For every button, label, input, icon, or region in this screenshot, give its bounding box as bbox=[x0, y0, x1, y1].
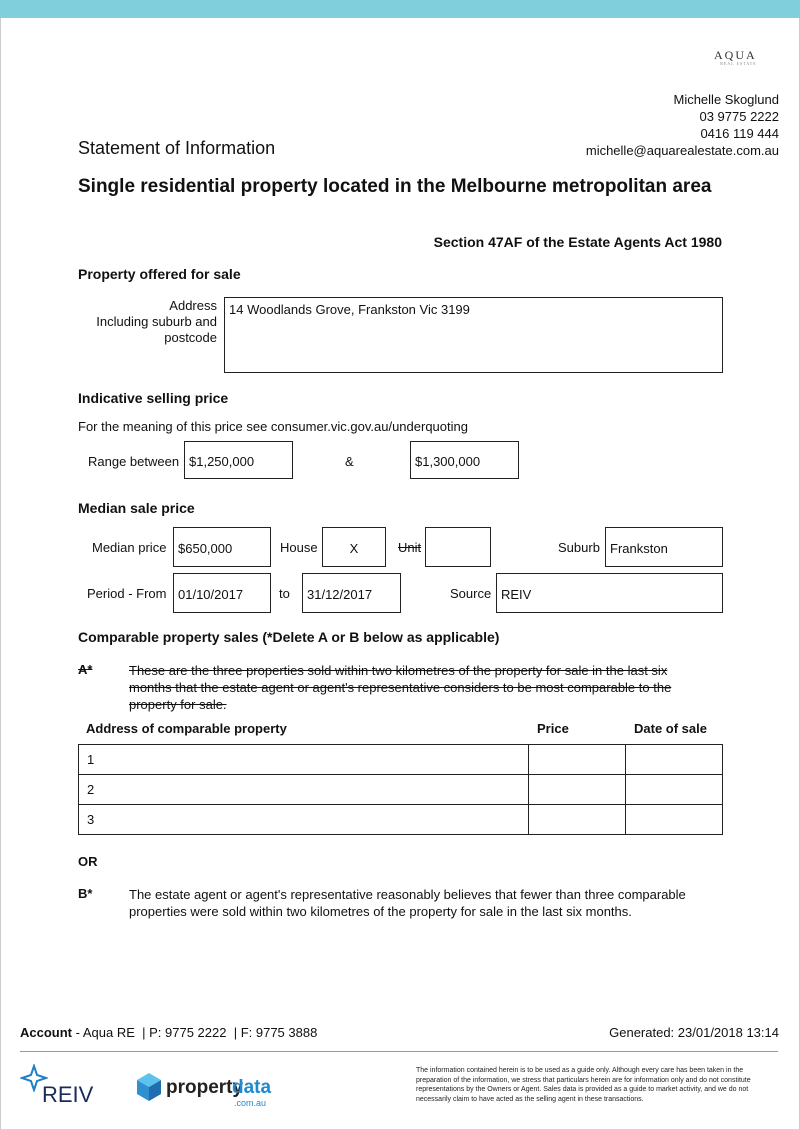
indicative-heading: Indicative selling price bbox=[78, 390, 229, 406]
address-label bbox=[96, 298, 217, 346]
median-price-label: Median price bbox=[92, 540, 167, 555]
aqua-logo-text: AQUA bbox=[714, 48, 757, 62]
table-row bbox=[79, 775, 723, 805]
range-ampersand: & bbox=[345, 454, 354, 469]
col-address-header: Address of comparable property bbox=[86, 721, 287, 736]
address-field[interactable]: 14 Woodlands Grove, Frankston Vic 3199 bbox=[224, 297, 723, 373]
source-field[interactable]: REIV bbox=[496, 573, 723, 613]
agent-contact bbox=[586, 91, 779, 159]
propertydata-text-1: property bbox=[166, 1077, 244, 1098]
comp-address-cell[interactable]: 1 bbox=[79, 745, 529, 775]
range-high-field[interactable]: $1,300,000 bbox=[410, 441, 519, 479]
account-label: Account bbox=[20, 1025, 72, 1040]
comparable-table bbox=[78, 744, 723, 835]
or-label: OR bbox=[78, 854, 98, 869]
period-label: Period - From bbox=[87, 586, 167, 601]
comp-date-cell[interactable] bbox=[626, 805, 723, 835]
agent-phone-1: 03 9775 2222 bbox=[699, 109, 779, 124]
footer-fax: | F: 9775 3888 bbox=[233, 1025, 318, 1040]
house-field[interactable]: X bbox=[322, 527, 386, 567]
comp-price-cell[interactable] bbox=[529, 745, 626, 775]
range-low-field[interactable]: $1,250,000 bbox=[184, 441, 293, 479]
footer-account bbox=[20, 1025, 317, 1040]
aqua-logo-sub: REAL ESTATE bbox=[720, 61, 757, 66]
aqua-logo bbox=[714, 48, 757, 66]
col-date-header: Date of sale bbox=[634, 721, 707, 736]
option-a-label: A* bbox=[78, 662, 93, 677]
median-price-field[interactable]: $650,000 bbox=[173, 527, 271, 567]
table-row bbox=[79, 745, 723, 775]
suburb-label: Suburb bbox=[558, 540, 600, 555]
source-label: Source bbox=[450, 586, 492, 601]
account-value: - Aqua RE bbox=[75, 1025, 135, 1040]
address-label-line3: postcode bbox=[164, 330, 217, 345]
suburb-field[interactable]: Frankston bbox=[605, 527, 723, 567]
propertydata-text-3: .com.au bbox=[234, 1098, 267, 1108]
propertydata-cube-icon bbox=[136, 1072, 162, 1102]
comp-address-cell[interactable]: 2 bbox=[79, 775, 529, 805]
reiv-text: REIV bbox=[42, 1082, 94, 1107]
table-row bbox=[79, 805, 723, 835]
comp-date-cell[interactable] bbox=[626, 775, 723, 805]
comp-price-cell[interactable] bbox=[529, 805, 626, 835]
propertydata-text-2: data bbox=[232, 1077, 272, 1098]
col-price-header: Price bbox=[537, 721, 569, 736]
comp-address-cell[interactable]: 3 bbox=[79, 805, 529, 835]
agent-phone-2: 0416 119 444 bbox=[700, 126, 779, 141]
house-label: House bbox=[280, 540, 318, 555]
property-heading: Property offered for sale bbox=[78, 266, 241, 282]
period-to-field[interactable]: 31/12/2017 bbox=[302, 573, 401, 613]
period-from-field[interactable]: 01/10/2017 bbox=[173, 573, 271, 613]
reiv-logo bbox=[20, 1064, 100, 1108]
agent-name: Michelle Skoglund bbox=[673, 92, 779, 107]
unit-field[interactable] bbox=[425, 527, 491, 567]
act-reference: Section 47AF of the Estate Agents Act 1980 bbox=[433, 234, 722, 250]
generated-timestamp: Generated: 23/01/2018 13:14 bbox=[609, 1025, 779, 1040]
option-a-text: These are the three properties sold within two kilometres of the property for sale in the last six months that the estate agent or agent's representative considers to be most comparable to the property for sale. bbox=[129, 663, 672, 712]
comp-date-cell[interactable] bbox=[626, 745, 723, 775]
period-to-label: to bbox=[279, 586, 290, 601]
footer-disclaimer: The information contained herein is to be used as a guide only. Although every care has been taken in the preparation of the information, we stress that particulars herein are for information only and do not constitute representations by the Owners or Agent. Sales data is provided as a guide to market activity, and we do not necessarily claim to have acted as the selling agent in these transactions. bbox=[416, 1067, 751, 1103]
comp-price-cell[interactable] bbox=[529, 775, 626, 805]
top-color-bar bbox=[0, 0, 800, 18]
address-label-line2: Including suburb and bbox=[96, 314, 217, 329]
option-b-text: The estate agent or agent's representative reasonably believes that fewer than three comparable properties were sold within two kilometres of the property for sale in the last six months. bbox=[129, 887, 686, 919]
footer-divider bbox=[20, 1051, 778, 1052]
comparable-heading: Comparable property sales (*Delete A or B below as applicable) bbox=[78, 629, 500, 645]
underquoting-note: For the meaning of this price see consumer.vic.gov.au/underquoting bbox=[78, 419, 468, 434]
main-title: Single residential property located in the Melbourne metropolitan area bbox=[78, 176, 712, 197]
footer-phone: | P: 9775 2222 bbox=[142, 1025, 227, 1040]
median-heading: Median sale price bbox=[78, 500, 195, 516]
page-border-left bbox=[0, 18, 1, 1129]
unit-label: Unit bbox=[398, 540, 422, 555]
option-b-label: B* bbox=[78, 886, 93, 901]
address-label-line1: Address bbox=[169, 298, 217, 313]
document-title: Statement of Information bbox=[78, 138, 276, 158]
propertydata-logo bbox=[136, 1070, 286, 1110]
range-label: Range between bbox=[88, 454, 180, 469]
agent-email[interactable]: michelle@aquarealestate.com.au bbox=[585, 143, 779, 158]
